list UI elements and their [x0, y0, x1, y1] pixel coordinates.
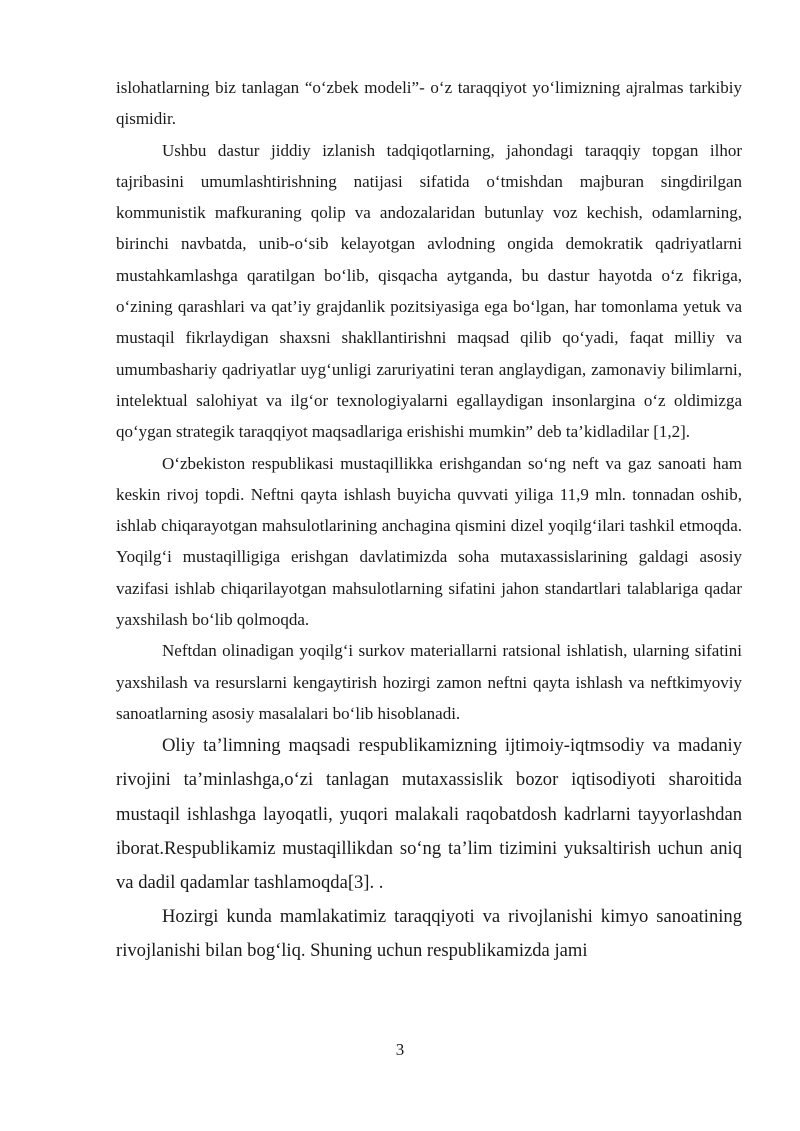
paragraph-continuation: islohatlarning biz tanlagan “o‘zbek modeli”- o‘z taraqqiyot yo‘limizning ajralmas tarkibiy qismidir. [116, 78, 742, 129]
paragraph-oil-gas-industry: O‘zbekiston respublikasi mustaqillikka erishgandan so‘ng neft va gaz sanoati ham keskin rivoj topdi. Neftni qayta ishlash buyicha quvvati yiliga 11,9 mln. tonnadan oshib, ishlab chiqarayotgan mahsulotlarining anchagina qismini dizel yoqilg‘ilari tashkil etmoqda. Yoqilg‘i mustaqilligiga erishgan davlatimizda soha mutaxassislarining galdagi asosiy vazifasi ishlab chiqarilayotgan mahsulotlarning sifatini jahon standartlari talablariga qadar yaxshilash bo‘lib qolmoqda. [116, 453, 742, 630]
body-text [116, 72, 742, 969]
paragraph-fuel-materials: Neftdan olinadigan yoqilg‘i surkov materiallarni ratsional ishlatish, ularning sifatini yaxshilash va resurslarni kengaytirish hozirgi zamon neftni qayta ishlash va neftkimyoviy sanoatlarning asosiy masalalari bo‘lib hisoblanadi. [116, 641, 742, 723]
page-number: 3 [395, 1040, 405, 1059]
paragraph-chemical-industry: Hozirgi kunda mamlakatimiz taraqqiyoti va rivojlanishi kimyo sanoatining rivojlanishi bilan bog‘liq. Shuning uchun respublikamizda jami [116, 906, 742, 962]
paragraph-higher-education: Oliy ta’limning maqsadi respublikamizning ijtimoiy-iqtmsodiy va madaniy rivojini ta’minlashga,o‘zi tanlagan mutaxassislik bozor iqtisodiyoti sharoitida mustaqil ishlashga layoqatli, yuqori malakali raqobatdosh kadrlarni tayyorlashdan iborat.Respublikamiz mustaqillikdan so‘ng ta’lim tizimini yuksaltirish uchun aniq va dadil qadamlar tashlamoqda[3]. . [116, 735, 742, 894]
paragraph-program-description: Ushbu dastur jiddiy izlanish tadqiqotlarning, jahondagi taraqqiy topgan ilhor tajribasini umumlashtirishning natijasi sifatida o‘tmishdan majburan singdirilgan kommunistik mafkuraning qolip va andozalaridan butunlay voz kechish, odamlarning, birinchi navbatda, unib-o‘sib kelayotgan avlodning ongida demokratik qadriyatlarni mustahkamlashga qaratilgan bo‘lib, qisqacha aytganda, bu dastur hayotda o‘z fikriga, o‘zining qarashlari va qat’iy grajdanlik pozitsiyasiga ega bo‘lgan, har tomonlama yetuk va mustaqil fikrlaydigan shaxsni shakllantirishni maqsad qilib qo‘yadi, faqat milliy va umumbashariy qadriyatlar uyg‘unligi zaruriyatini teran anglaydigan, zamonaviy bilimlarni, intelektual salohiyat va ilg‘or texnologiyalarni egallaydigan insonlargina o‘z oldimizga qo‘ygan strategik taraqqiyot maqsadlariga erishishi mumkin” deb ta’kidladilar [1,2]. [116, 140, 742, 442]
